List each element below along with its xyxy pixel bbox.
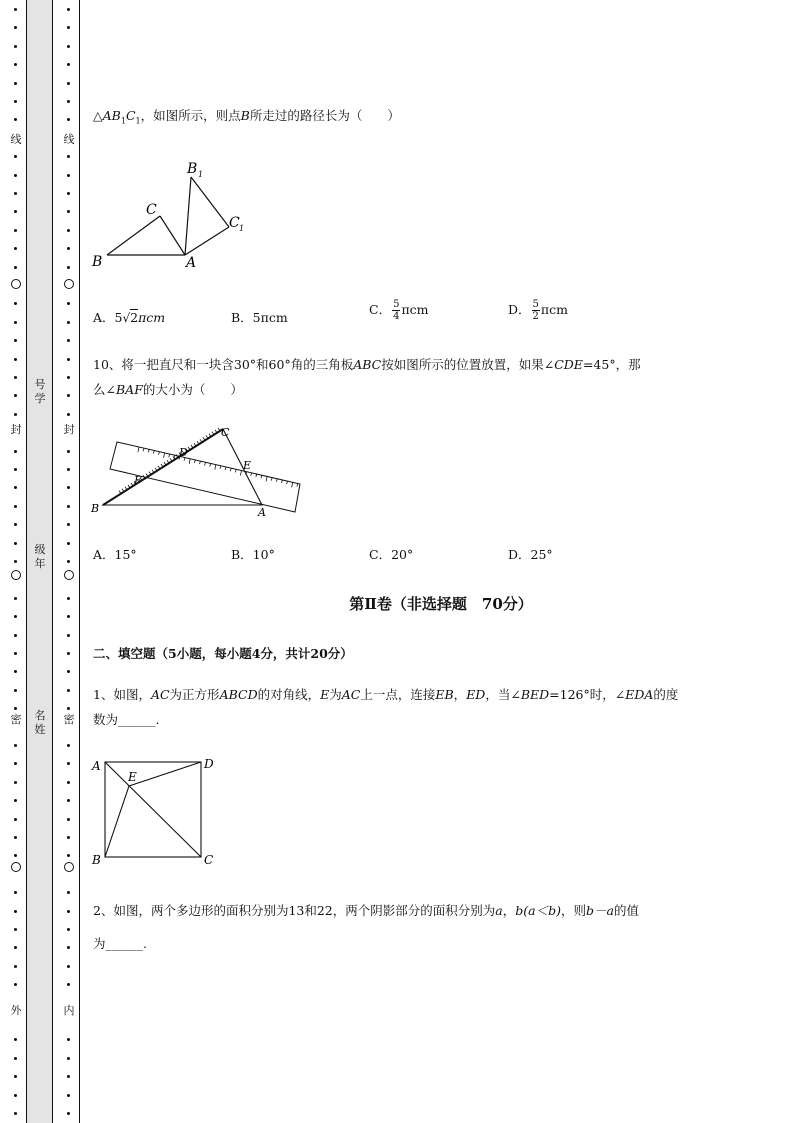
inner-dot: [67, 100, 70, 103]
outer-label: 封: [10, 423, 22, 436]
q10-option-d: D．25°: [508, 547, 553, 562]
outer-dot: [14, 542, 17, 545]
inner-dot: [67, 321, 70, 324]
outer-dot: [14, 192, 17, 195]
outer-dot: [14, 1057, 17, 1060]
outer-dot: [14, 174, 17, 177]
inner-dot: [67, 376, 70, 379]
ruler-tick: [148, 449, 149, 452]
outer-dot: [14, 229, 17, 232]
q10-option-c: C．20°: [369, 547, 414, 562]
q9-option-b: B．5πcm: [231, 310, 288, 325]
ruler-tick: [194, 460, 195, 463]
inner-dot: [67, 450, 70, 453]
inner-dot: [67, 891, 70, 894]
outer-dot: [14, 155, 17, 158]
q10-label-F: F: [134, 474, 142, 487]
q9-option-c: C． $\frac{5}{4}$ πcm: [369, 299, 429, 322]
q9-label-C1-sub: 1: [239, 224, 245, 233]
ruler-tick: [297, 483, 298, 486]
binding-rule-outer: [79, 0, 80, 1123]
inner-dot: [67, 1057, 70, 1060]
outer-dot: [14, 505, 17, 508]
inner-dot: [67, 560, 70, 563]
ruler-tick: [210, 464, 211, 467]
outer-dot: [14, 302, 17, 305]
ruler-tick: [292, 482, 293, 487]
q9-figure: [88, 155, 258, 275]
outer-dot: [14, 1112, 17, 1115]
fill2-text-line1: 2、如图，两个多边形的面积分别为13和22，两个阴影部分的面积分别为a，b(a＜b)，则b－a的值: [93, 903, 639, 918]
binding-rule-right: [52, 0, 53, 1123]
outer-dot: [14, 26, 17, 29]
inner-dot: [67, 174, 70, 177]
outer-dot: [14, 63, 17, 66]
inner-dot: [67, 486, 70, 489]
outer-dot: [14, 450, 17, 453]
outer-dot: [14, 854, 17, 857]
outer-dot: [14, 394, 17, 397]
outer-dot: [14, 266, 17, 269]
inner-dot: [67, 210, 70, 213]
outer-dot: [14, 1094, 17, 1097]
outer-dot: [14, 339, 17, 342]
q9-label-B1: B: [187, 161, 198, 177]
student-id-field: 号学: [34, 378, 46, 405]
q9-label-C: C: [146, 202, 157, 218]
outer-circle-mark: [11, 279, 21, 289]
outer-dot: [14, 689, 17, 692]
ruler-tick: [153, 451, 154, 454]
section-subtitle: 二、填空题（5小题，每小题4分，共计20分）: [93, 646, 353, 661]
inner-label: 封: [63, 423, 75, 436]
inner-dot: [67, 413, 70, 416]
outer-dotted-line: [9, 0, 23, 1123]
outer-dot: [14, 321, 17, 324]
ruler-tick: [205, 462, 206, 465]
section-title: 第Ⅱ卷（非选择题 70分）: [349, 595, 533, 613]
outer-dot: [14, 358, 17, 361]
ruler-tick: [251, 473, 252, 476]
outer-dot: [14, 928, 17, 931]
inner-dot: [67, 946, 70, 949]
ruler-tick: [266, 476, 267, 481]
outer-dot: [14, 891, 17, 894]
outer-dot: [14, 781, 17, 784]
inner-dot: [67, 744, 70, 747]
ruler-tick: [158, 452, 159, 455]
inner-dot: [67, 339, 70, 342]
fill1-text-line2: 数为______.: [93, 712, 160, 727]
inner-dot: [67, 689, 70, 692]
fill1-label-E: E: [128, 770, 137, 784]
ruler-tick: [271, 478, 272, 481]
ruler-tick: [230, 468, 231, 471]
q10-text-line1: 10、将一把直尺和一块含30°和60°角的三角板ABC按如图所示的位置放置，如果∠CDE=45°，那: [93, 357, 641, 372]
inner-dot: [67, 118, 70, 121]
inner-dot: [67, 928, 70, 931]
ruler-tick: [138, 447, 139, 452]
inner-circle-mark: [64, 279, 74, 289]
q10-label-B: B: [91, 502, 100, 515]
fill1-label-C: C: [204, 853, 214, 867]
inner-dot: [67, 82, 70, 85]
outer-dot: [14, 818, 17, 821]
outer-dot: [14, 8, 17, 11]
ruler-tick: [225, 467, 226, 470]
inner-dot: [67, 155, 70, 158]
ruler-tick: [287, 481, 288, 484]
inner-dot: [67, 634, 70, 637]
outer-dot: [14, 486, 17, 489]
outer-dot: [14, 523, 17, 526]
ruler-tick: [261, 475, 262, 478]
fill1-label-D: D: [204, 757, 214, 771]
ruler-tick: [220, 466, 221, 469]
inner-dot: [67, 1112, 70, 1115]
binding-rule-left: [26, 0, 27, 1123]
inner-label: 内: [63, 1004, 75, 1017]
outer-dot: [14, 910, 17, 913]
inner-dot: [67, 63, 70, 66]
inner-dot: [67, 910, 70, 913]
inner-dot: [67, 854, 70, 857]
q10-label-E: E: [243, 459, 252, 472]
inner-circle-mark: [64, 862, 74, 872]
outer-dot: [14, 247, 17, 250]
outer-dot: [14, 946, 17, 949]
fill1-figure: [88, 752, 223, 870]
outer-dot: [14, 836, 17, 839]
ruler-tick: [276, 479, 277, 482]
outer-dot: [14, 210, 17, 213]
outer-dot: [14, 100, 17, 103]
inner-label: 线: [63, 133, 75, 146]
outer-dot: [14, 652, 17, 655]
q10-figure: [88, 420, 308, 522]
q9-option-a: A．5√2πcm: [93, 310, 166, 325]
outer-circle-mark: [11, 570, 21, 580]
inner-dot: [67, 542, 70, 545]
inner-dot: [67, 229, 70, 232]
inner-dot: [67, 983, 70, 986]
outer-dot: [14, 45, 17, 48]
inner-dot: [67, 1094, 70, 1097]
ruler-tick: [281, 480, 282, 483]
inner-dot: [67, 652, 70, 655]
inner-dot: [67, 523, 70, 526]
outer-dot: [14, 1075, 17, 1078]
inner-dot: [67, 394, 70, 397]
inner-dot: [67, 468, 70, 471]
inner-dotted-line: [62, 0, 76, 1123]
inner-dot: [67, 45, 70, 48]
outer-dot: [14, 707, 17, 710]
outer-dot: [14, 799, 17, 802]
q9-label-A: A: [186, 255, 197, 271]
inner-dot: [67, 707, 70, 710]
ruler-tick: [256, 474, 257, 477]
inner-dot: [67, 1038, 70, 1041]
fill2-text-line2: 为______.: [93, 936, 147, 951]
fill1-label-A: A: [92, 759, 101, 773]
inner-dot: [67, 302, 70, 305]
q10-label-D: D: [179, 446, 188, 459]
inner-dot: [67, 26, 70, 29]
ruler-tick: [199, 461, 200, 464]
inner-dot: [67, 799, 70, 802]
inner-dot: [67, 247, 70, 250]
q10-text-line2: 么∠BAF的大小为（ ）: [93, 382, 243, 397]
fill1-text-line1: 1、如图，AC为正方形ABCD的对角线，E为AC上一点，连接EB，ED，当∠BED=126°时，∠EDA的度: [93, 687, 679, 702]
outer-dot: [14, 1038, 17, 1041]
ruler-tick: [235, 469, 236, 472]
ruler-tick: [143, 448, 144, 451]
grade-field: 级年: [34, 543, 46, 570]
inner-label: 密: [63, 713, 75, 726]
outer-dot: [14, 615, 17, 618]
outer-dot: [14, 376, 17, 379]
q9-label-C1: C: [229, 215, 240, 231]
inner-dot: [67, 670, 70, 673]
q10-option-a: A．15°: [93, 547, 137, 562]
inner-dot: [67, 8, 70, 11]
inner-dot: [67, 615, 70, 618]
q10-label-C: C: [221, 426, 230, 439]
binding-margin: [0, 0, 82, 1123]
inner-circle-mark: [64, 570, 74, 580]
outer-dot: [14, 744, 17, 747]
inner-dot: [67, 836, 70, 839]
ruler-tick: [189, 459, 190, 464]
ruler-tick: [240, 471, 241, 476]
outer-dot: [14, 118, 17, 121]
outer-dot: [14, 762, 17, 765]
outer-dot: [14, 413, 17, 416]
q9-label-B: B: [92, 254, 103, 270]
inner-dot: [67, 505, 70, 508]
outer-dot: [14, 983, 17, 986]
outer-dot: [14, 560, 17, 563]
inner-dot: [67, 266, 70, 269]
q10-option-b: B．10°: [231, 547, 275, 562]
ruler-tick: [215, 465, 216, 470]
outer-dot: [14, 670, 17, 673]
inner-dot: [67, 965, 70, 968]
inner-dot: [67, 762, 70, 765]
outer-dot: [14, 965, 17, 968]
q10-label-A: A: [258, 506, 266, 519]
fill1-label-B: B: [92, 853, 101, 867]
q9-option-d: D． $\frac{5}{2}$ πcm: [508, 299, 568, 322]
q9-text: $\triangle AB_1C_1$，如图所示，则点B所走过的路径长为（ ）: [93, 108, 400, 126]
ruler-tick: [169, 454, 170, 457]
ruler-tick: [164, 453, 165, 458]
outer-label: 密: [10, 713, 22, 726]
outer-label: 外: [10, 1004, 22, 1017]
outer-dot: [14, 634, 17, 637]
outer-dot: [14, 468, 17, 471]
inner-dot: [67, 358, 70, 361]
inner-dot: [67, 1075, 70, 1078]
name-field: 名姓: [34, 709, 46, 736]
outer-circle-mark: [11, 862, 21, 872]
inner-dot: [67, 781, 70, 784]
outer-dot: [14, 82, 17, 85]
outer-label: 线: [10, 133, 22, 146]
q9-label-B1-sub: 1: [198, 170, 204, 179]
inner-dot: [67, 818, 70, 821]
inner-dot: [67, 192, 70, 195]
